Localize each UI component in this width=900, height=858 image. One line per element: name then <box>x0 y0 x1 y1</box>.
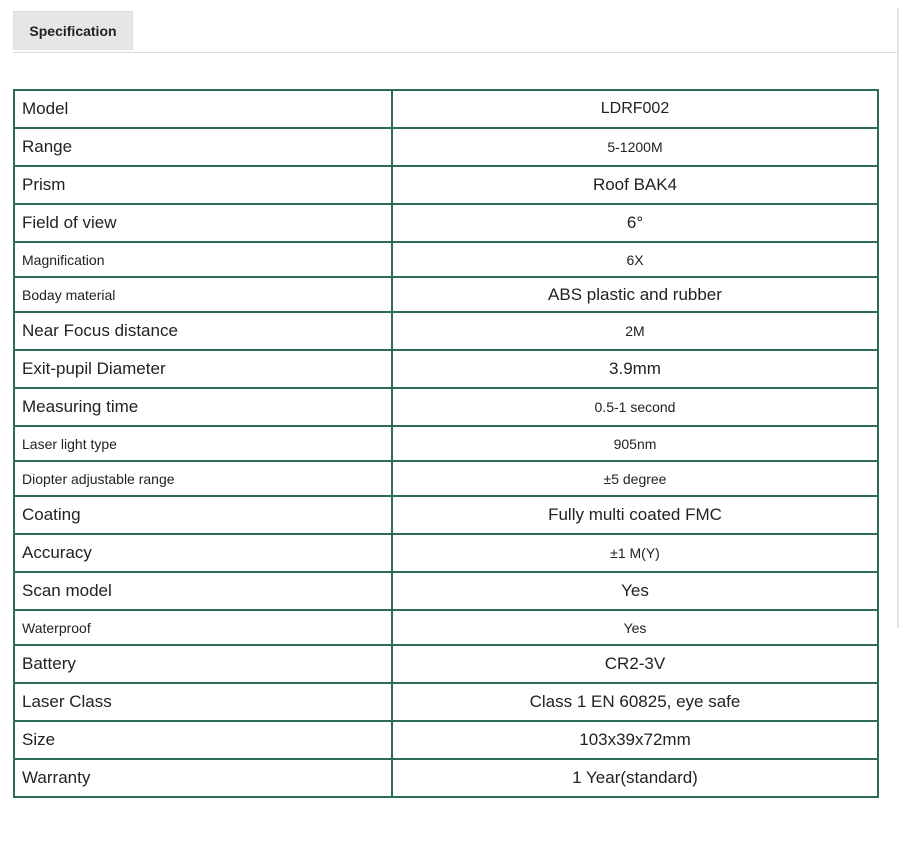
spec-label-laser-class: Laser Class <box>14 683 392 721</box>
table-row <box>14 90 878 128</box>
spec-label-battery: Battery <box>14 645 392 683</box>
spec-value-exit-pupil-diameter: 3.9mm <box>392 350 878 388</box>
spec-value-model: LDRF002 <box>392 90 878 128</box>
spec-label-scan-model: Scan model <box>14 572 392 610</box>
spec-value-prism: Roof BAK4 <box>392 166 878 204</box>
spec-value-coating: Fully multi coated FMC <box>392 496 878 534</box>
spec-value-diopter-adjustable-range: ±5 degree <box>392 461 878 496</box>
spec-value-field-of-view: 6° <box>392 204 878 242</box>
spec-label-field-of-view: Field of view <box>14 204 392 242</box>
table-row <box>14 683 878 721</box>
spec-label-warranty: Warranty <box>14 759 392 797</box>
spec-label-model: Model <box>14 90 392 128</box>
table-row <box>14 350 878 388</box>
spec-label-diopter-adjustable-range: Diopter adjustable range <box>14 461 392 496</box>
table-row <box>14 166 878 204</box>
spec-value-magnification: 6X <box>392 242 878 277</box>
spec-label-accuracy: Accuracy <box>14 534 392 572</box>
tab-bar <box>13 11 899 53</box>
spec-value-warranty: 1 Year(standard) <box>392 759 878 797</box>
table-row <box>14 312 878 350</box>
spec-label-magnification: Magnification <box>14 242 392 277</box>
spec-value-measuring-time: 0.5-1 second <box>392 388 878 426</box>
spec-label-near-focus-distance: Near Focus distance <box>14 312 392 350</box>
table-row <box>14 242 878 277</box>
specification-table <box>13 89 879 798</box>
spec-value-laser-light-type: 905nm <box>392 426 878 461</box>
spec-value-accuracy: ±1 M(Y) <box>392 534 878 572</box>
spec-label-body-material: Boday material <box>14 277 392 312</box>
page-scroll-edge <box>897 8 899 628</box>
table-row <box>14 426 878 461</box>
spec-value-scan-model: Yes <box>392 572 878 610</box>
spec-value-body-material: ABS plastic and rubber <box>392 277 878 312</box>
spec-value-range: 5-1200M <box>392 128 878 166</box>
spec-label-coating: Coating <box>14 496 392 534</box>
table-row <box>14 128 878 166</box>
table-row <box>14 204 878 242</box>
spec-label-size: Size <box>14 721 392 759</box>
table-row <box>14 388 878 426</box>
spec-label-waterproof: Waterproof <box>14 610 392 645</box>
spec-value-size: 103x39x72mm <box>392 721 878 759</box>
spec-value-laser-class: Class 1 EN 60825, eye safe <box>392 683 878 721</box>
spec-label-prism: Prism <box>14 166 392 204</box>
table-row <box>14 534 878 572</box>
table-row <box>14 721 878 759</box>
table-row <box>14 461 878 496</box>
table-row <box>14 645 878 683</box>
spec-label-laser-light-type: Laser light type <box>14 426 392 461</box>
spec-label-range: Range <box>14 128 392 166</box>
spec-value-near-focus-distance: 2M <box>392 312 878 350</box>
table-row <box>14 759 878 797</box>
spec-value-waterproof: Yes <box>392 610 878 645</box>
spec-label-measuring-time: Measuring time <box>14 388 392 426</box>
spec-value-battery: CR2-3V <box>392 645 878 683</box>
tab-specification[interactable]: Specification <box>13 11 133 50</box>
table-row <box>14 572 878 610</box>
table-row <box>14 610 878 645</box>
spec-label-exit-pupil-diameter: Exit-pupil Diameter <box>14 350 392 388</box>
table-row <box>14 496 878 534</box>
table-row <box>14 277 878 312</box>
